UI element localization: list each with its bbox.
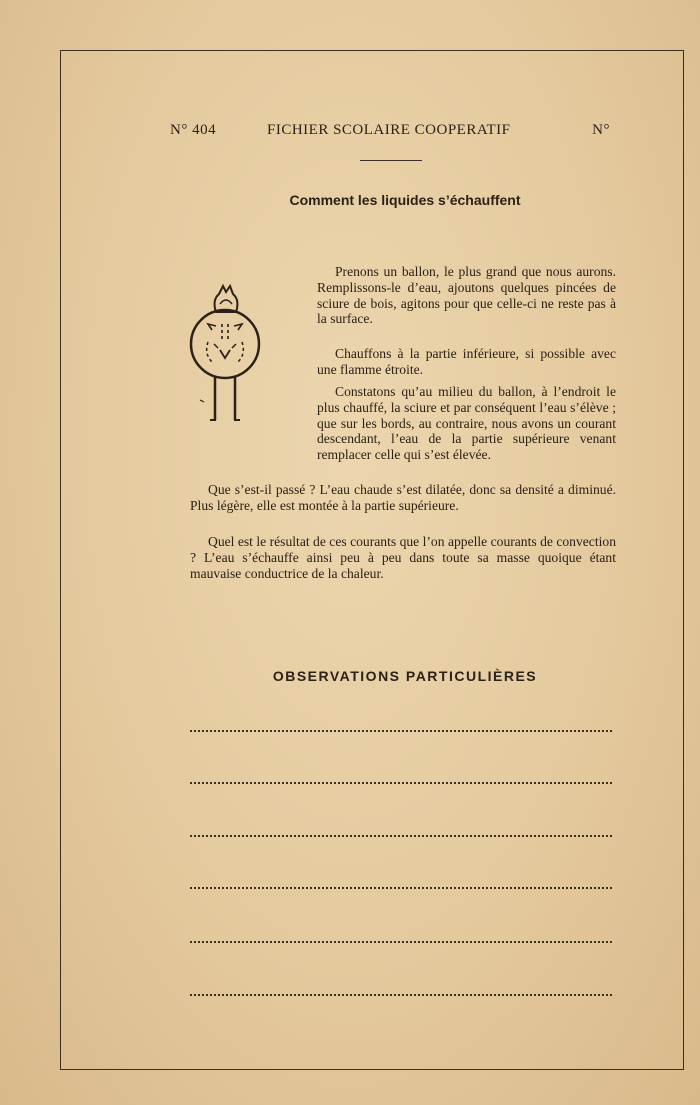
card-number-right: N° [592, 122, 610, 138]
writing-line[interactable] [190, 941, 612, 943]
writing-line[interactable] [190, 994, 612, 996]
paragraph-5: Quel est le résultat de ces courants que l’on appelle courants de convection ? L’eau s’échauffe ainsi peu à peu dans toute sa masse quoique étant mauvaise conductrice de la chaleur. [190, 534, 616, 581]
observations-title: OBSERVATIONS PARTICULIÈRES [272, 668, 538, 684]
lesson-title: Comment les liquides s’échauffent [289, 192, 521, 208]
paragraph-4: Que s’est-il passé ? L’eau chaude s’est dilatée, donc sa densité a diminué. Plus légère, elle est montée à la partie supérieure. [190, 482, 616, 513]
paragraph-3-wrap [190, 384, 616, 463]
card-number: N° 404 [170, 122, 217, 138]
illustration-wrap-space [190, 384, 317, 463]
writing-line[interactable] [190, 730, 612, 732]
card-header [170, 122, 610, 142]
title-divider [360, 160, 422, 161]
paragraph-2: Chauffons à la partie inférieure, si possible avec une flamme étroite. [317, 346, 616, 377]
writing-line[interactable] [190, 835, 612, 837]
collection-title: FICHIER SCOLAIRE COOPERATIF [267, 122, 511, 138]
paragraph-1: Prenons un ballon, le plus grand que nous aurons. Remplissons-le d’eau, ajoutons quelques pincées de sciure de bois, agitons pour que celle-ci ne reste pas à la surface. [317, 264, 616, 327]
writing-line[interactable] [190, 887, 612, 889]
writing-line[interactable] [190, 782, 612, 784]
paragraph-3: Constatons qu’au milieu du ballon, à l’endroit le plus chauffé, la sciure et par conséquent l’eau s’élève ; que sur les bords, au contraire, nous avons un courant descendant, l’eau de la partie supérieure venant remplacer celle qui s’est élevée. [317, 384, 616, 463]
